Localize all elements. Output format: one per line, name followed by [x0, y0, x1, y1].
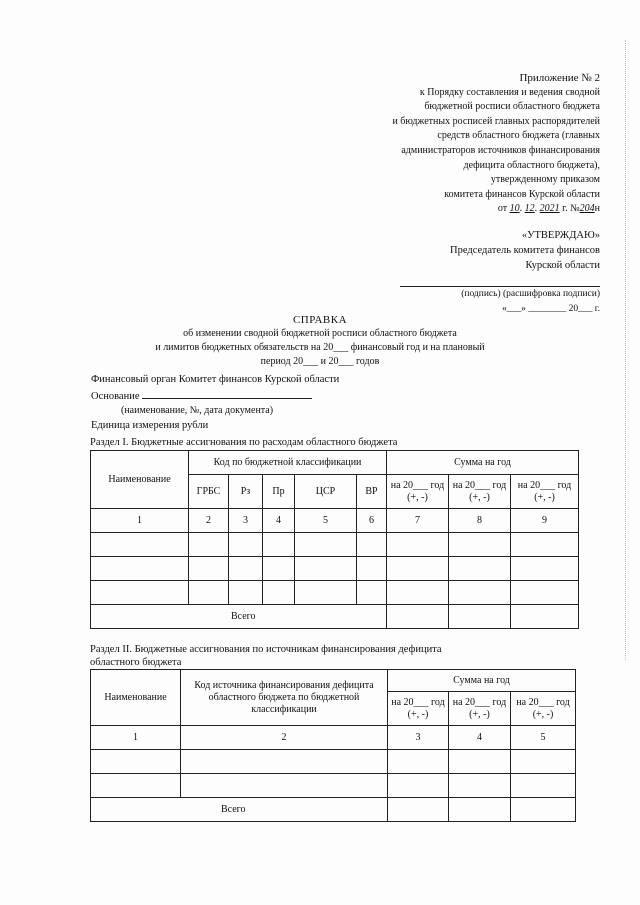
section1-heading: Раздел I. Бюджетные ассигнования по расходам областного бюджета — [90, 437, 398, 448]
appendix-block — [320, 71, 600, 217]
approval-title: «УТВЕРЖДАЮ» — [521, 230, 600, 241]
column-number-row: 1 2 3 4 5 6 7 8 9 — [91, 509, 579, 533]
appendix-line: утвержденному приказом — [490, 174, 600, 186]
col-year-1: на 20___ год (+, -) — [387, 475, 449, 509]
unit-of-measure: Единица измерения рубли — [91, 419, 209, 431]
col-csr: ЦСР — [295, 475, 357, 509]
col-year-3: на 20___ год (+, -) — [511, 475, 579, 509]
appendix-date-line: от 10. 12. 2021 г. №204н — [497, 203, 600, 215]
col-year-2: на 20___ год (+, -) — [449, 692, 511, 726]
handwritten-year: 2021 — [539, 203, 560, 215]
total-label: Всего — [91, 605, 387, 629]
appendix-title: Приложение № 2 — [519, 72, 600, 84]
approval-position: Председатель комитета финансов — [450, 245, 600, 256]
col-grbs: ГРБС — [189, 475, 229, 509]
title-line: и лимитов бюджетных обязательств на 20___ финансовый год и на плановый — [155, 342, 485, 353]
section2-heading: Раздел II. Бюджетные ассигнования по источникам финансирования дефицита областного бюджета — [90, 644, 442, 668]
col-vr: ВР — [357, 475, 387, 509]
appendix-line: администраторов источников финансирования — [401, 144, 600, 156]
col-sum-group-header: Сумма на год — [387, 451, 579, 475]
section2-table — [90, 669, 576, 822]
page-edge-marks — [624, 40, 626, 660]
total-row — [91, 605, 579, 629]
handwritten-month: 12 — [524, 203, 535, 215]
signature-hint: (подпись) (расшифровка подписи) — [461, 289, 600, 299]
col-name-header: Наименование — [91, 670, 181, 726]
basis-underline — [142, 388, 312, 399]
col-year-2: на 20___ год (+, -) — [449, 475, 511, 509]
col-pr: Пр — [263, 475, 295, 509]
col-year-1: на 20___ год (+, -) — [388, 692, 449, 726]
title-line: период 20___ и 20___ годов — [260, 356, 380, 367]
title-main: СПРАВКА — [292, 314, 348, 326]
section1-table — [90, 450, 579, 629]
title-line: об изменении сводной бюджетной росписи областного бюджета — [183, 328, 457, 339]
handwritten-doc-number: 204 — [579, 203, 595, 215]
approval-block — [360, 228, 600, 317]
appendix-line: дефицита областного бюджета), — [463, 159, 600, 171]
col-sum-group-header: Сумма на год — [388, 670, 576, 692]
appendix-line: бюджетной росписи областного бюджета — [424, 101, 600, 113]
appendix-line: к Порядку составления и ведения сводной — [419, 86, 600, 98]
approval-date: «___» ________ 20___ г. — [502, 304, 600, 314]
table-row — [91, 774, 576, 798]
basis-hint: (наименование, №, дата документа) — [121, 405, 274, 416]
appendix-line: и бюджетных росписей главных распорядителей — [392, 115, 600, 127]
financial-body: Финансовый орган Комитет финансов Курской области — [91, 374, 340, 385]
table-row — [91, 557, 579, 581]
column-number-row: 1 2 3 4 5 — [91, 726, 576, 750]
table-row — [91, 750, 576, 774]
table-row — [91, 533, 579, 557]
handwritten-day: 10 — [509, 203, 520, 215]
total-row — [91, 798, 576, 822]
col-year-3: на 20___ год (+, -) — [511, 692, 576, 726]
appendix-line: комитета финансов Курской области — [444, 188, 600, 200]
approval-region: Курской области — [525, 260, 600, 271]
col-code-group-header: Код по бюджетной классификации — [189, 451, 387, 475]
appendix-line: средств областного бюджета (главных — [437, 130, 600, 142]
table-row — [91, 581, 579, 605]
meta-block — [91, 373, 339, 433]
col-name-header: Наименование — [91, 451, 189, 509]
document-title — [110, 313, 530, 369]
basis-row: Основание — [91, 388, 339, 405]
signature-line — [400, 273, 600, 287]
col-rz: Рз — [229, 475, 263, 509]
col-source-code-header: Код источника финансирования дефицита областного бюджета по бюджетной классификации — [181, 670, 388, 726]
total-label: Всего — [91, 798, 388, 822]
